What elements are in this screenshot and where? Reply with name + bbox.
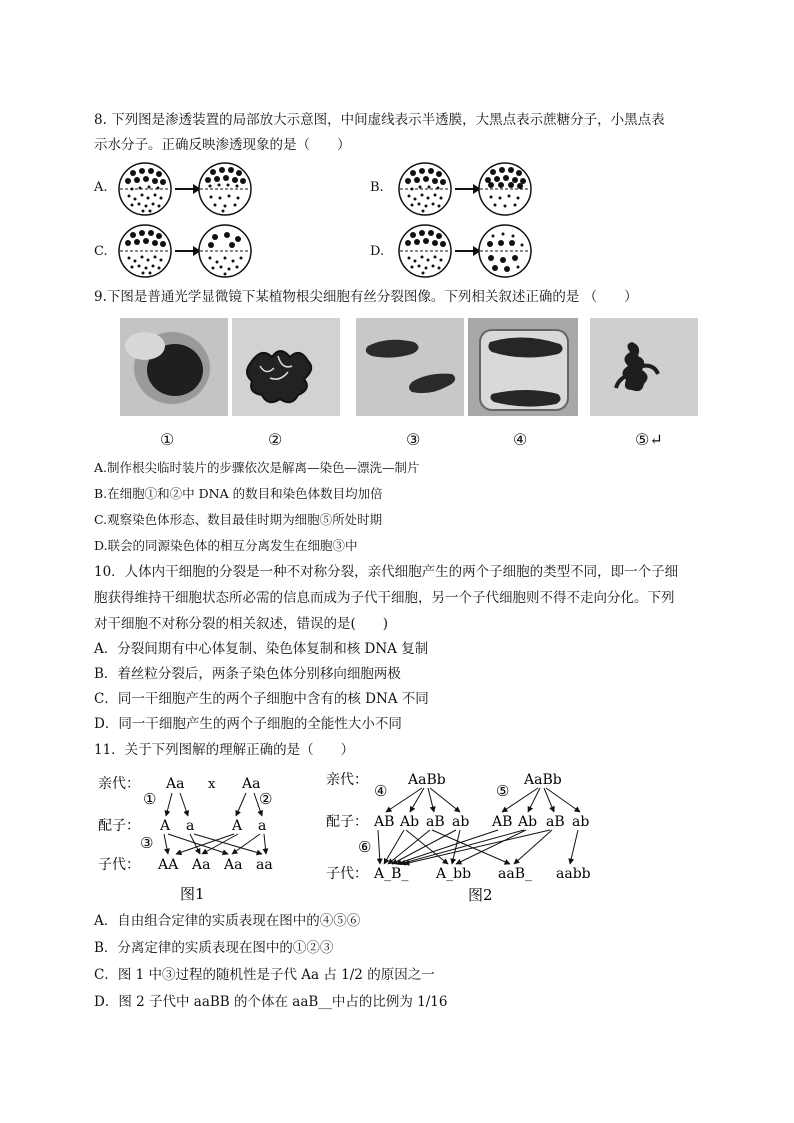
- fig2-arrow: [546, 788, 580, 812]
- fig1-offspring-3: Aa: [224, 857, 243, 873]
- q10-option-c: C．同一干细胞产生的两个子细胞中含有的核 DNA 不同: [94, 691, 429, 707]
- osmosis-circle-before: [119, 225, 171, 277]
- q10-stem-line1: 10．人体内干细胞的分裂是一种不对称分裂，亲代细胞产生的两个子细胞的类型不同，即一个子细: [94, 564, 679, 580]
- micrograph-cell-5: [590, 318, 698, 416]
- fig2-gamete-8: ab: [572, 814, 590, 830]
- q9-stem: 9.下图是普通光学显微镜下某植物根尖细胞有丝分裂图像。下列相关叙述正确的是 （ ）: [94, 289, 638, 305]
- fig2-gamete-4: ab: [452, 814, 470, 830]
- q11-option-a: A．自由组合定律的实质表现在图中的④⑤⑥: [94, 913, 361, 929]
- fig1-gamete-2: a: [186, 818, 195, 834]
- q8-option-c-label: C.: [94, 244, 108, 259]
- q8-diagram-c: [115, 222, 255, 282]
- q8-option-d-label: D.: [370, 244, 385, 259]
- q11-option-b: B．分离定律的实质表现在图中的①②③: [94, 940, 334, 956]
- fig2-arrow: [432, 830, 510, 864]
- fig1-gamete-3: A: [232, 818, 243, 834]
- q9-image-label-4: ④: [513, 430, 528, 449]
- fig2-step-6: ⑥: [358, 838, 372, 856]
- fig2-offspring-2: A_bb: [436, 866, 472, 882]
- osmosis-circle-before: [119, 163, 171, 215]
- fig1-offspring-2: Aa: [192, 857, 211, 873]
- fig1-cross: x: [208, 777, 216, 792]
- q9-image-label-3: ③: [406, 430, 421, 449]
- q9-option-a: A.制作根尖临时装片的步骤依次是解离—染色—漂洗—制片: [94, 460, 420, 475]
- q11-option-c: C．图 1 中③过程的随机性是子代 Aa 占 1/2 的原因之一: [94, 967, 435, 983]
- q9-image-label-2: ②: [268, 430, 283, 449]
- q10-option-a: A．分裂间期有中心体复制、染色体复制和核 DNA 复制: [94, 641, 429, 657]
- q10-option-d: D．同一干细胞产生的两个子细胞的全能性大小不同: [94, 716, 402, 732]
- fig1-arrow: [264, 834, 266, 854]
- fig2-gamete-5: AB: [492, 814, 513, 830]
- q8-option-a-label: A.: [94, 180, 108, 195]
- micrograph-cell-3: [356, 318, 464, 416]
- q8-option-b-label: B.: [370, 180, 384, 195]
- q9-option-d: D.联会的同源染色体的相互分离发生在细胞③中: [94, 538, 358, 553]
- fig2-gamete-3: aB: [426, 814, 445, 830]
- q11-stem: 11．关于下列图解的理解正确的是（ ）: [94, 742, 355, 758]
- fig2-gamete-2: Ab: [400, 814, 420, 830]
- q8-diagram-a: [115, 160, 255, 220]
- fig1-arrow: [164, 834, 168, 854]
- fig2-gamete-6: Ab: [518, 814, 538, 830]
- fig1-gamete-label: 配子：: [98, 818, 140, 834]
- fig2-arrow: [528, 788, 540, 812]
- fig2-parent-label: 亲代：: [326, 772, 368, 788]
- fig1-caption: 图1: [180, 885, 205, 903]
- fig2-arrow: [378, 830, 380, 864]
- osmosis-circle-before: [399, 163, 451, 215]
- fig1-offspring-label: 子代：: [98, 857, 140, 873]
- fig1-arrow: [232, 834, 260, 854]
- fig2-step-4: ④: [374, 782, 388, 800]
- q11-option-d: D．图 2 子代中 aaBB 的个体在 aaB__中占的比例为 1/16: [94, 994, 448, 1010]
- fig1-arrow: [236, 793, 246, 816]
- fig2-arrow: [570, 830, 578, 864]
- q8-diagram-b: [395, 160, 535, 220]
- fig1-parent-label: 亲代：: [98, 776, 140, 792]
- fig1-step-1: ①: [143, 790, 157, 808]
- osmosis-circle-before: [399, 225, 451, 277]
- fig2-offspring-1: A_B_: [374, 866, 409, 882]
- fig1-gamete-1: A: [160, 818, 171, 834]
- osmosis-circle-after: [479, 163, 531, 215]
- q8-stem-line2: 示水分子。正确反映渗透现象的是（ ）: [94, 137, 351, 153]
- fig2-arrow: [428, 788, 434, 812]
- osmosis-circle-after: [199, 163, 251, 215]
- fig1-offspring-1: AA: [158, 857, 179, 873]
- osmosis-circle-after: [199, 225, 251, 277]
- fig2-arrow: [452, 830, 460, 864]
- fig1-step-2: ②: [259, 790, 273, 808]
- q9-micrograph-strip: [120, 316, 700, 420]
- fig1-arrow: [180, 793, 188, 816]
- q10-option-b: B．着丝粒分裂后，两条子染色体分别移向细胞两极: [94, 666, 401, 682]
- fig1-step-3: ③: [140, 834, 154, 852]
- fig2-gamete-1: AB: [374, 814, 395, 830]
- micrograph-cell-1: [120, 318, 228, 416]
- fig2-arrow: [514, 830, 552, 864]
- q9-option-b: B.在细胞①和②中 DNA 的数目和染色体数目均加倍: [94, 486, 383, 501]
- fig2-offspring-label: 子代：: [326, 866, 368, 882]
- q9-option-c: C.观察染色体形态、数目最佳时期为细胞⑤所处时期: [94, 512, 383, 527]
- fig2-offspring-4: aabb: [556, 866, 591, 882]
- micrograph-cell-2: [232, 318, 340, 416]
- fig2-caption: 图2: [468, 886, 493, 904]
- q10-stem-line3: 对干细胞不对称分裂的相关叙述，错误的是( ): [94, 616, 389, 632]
- fig1-gamete-4: a: [258, 818, 267, 834]
- fig1-parent-right: Aa: [242, 776, 261, 792]
- fig2-parent-right: AaBb: [524, 772, 562, 788]
- q10-stem-line2: 胞获得维持干细胞状态所必需的信息而成为子代干细胞，另一个子代细胞则不得不走向分化。下列: [94, 590, 675, 606]
- q11-figure-1: [96, 768, 296, 908]
- fig2-gamete-7: aB: [546, 814, 565, 830]
- fig2-offspring-3: aaB_: [498, 866, 532, 882]
- q9-image-label-1: ①: [160, 430, 175, 449]
- fig1-arrow: [166, 793, 172, 816]
- fig2-arrow: [400, 830, 524, 864]
- q8-diagram-d: [395, 222, 535, 282]
- fig2-parent-left: AaBb: [408, 772, 446, 788]
- fig2-arrow: [456, 830, 526, 864]
- fig1-parent-left: Aa: [166, 776, 185, 792]
- fig2-arrow: [430, 788, 460, 812]
- fig2-arrow: [404, 830, 550, 864]
- osmosis-circle-after: [479, 225, 531, 277]
- q8-stem-line1: 8. 下列图是渗透装置的局部放大示意图，中间虚线表示半透膜，大黑点表示蔗糖分子，小黑点表: [94, 112, 665, 128]
- fig1-offspring-4: aa: [256, 857, 273, 873]
- micrograph-cell-4: [468, 318, 578, 416]
- q11-figure-2: [320, 766, 600, 908]
- fig2-gamete-label: 配子：: [326, 814, 368, 830]
- q9-image-label-5: ⑤↵: [635, 430, 663, 449]
- fig2-step-5: ⑤: [496, 782, 510, 800]
- fig2-arrow: [544, 788, 554, 812]
